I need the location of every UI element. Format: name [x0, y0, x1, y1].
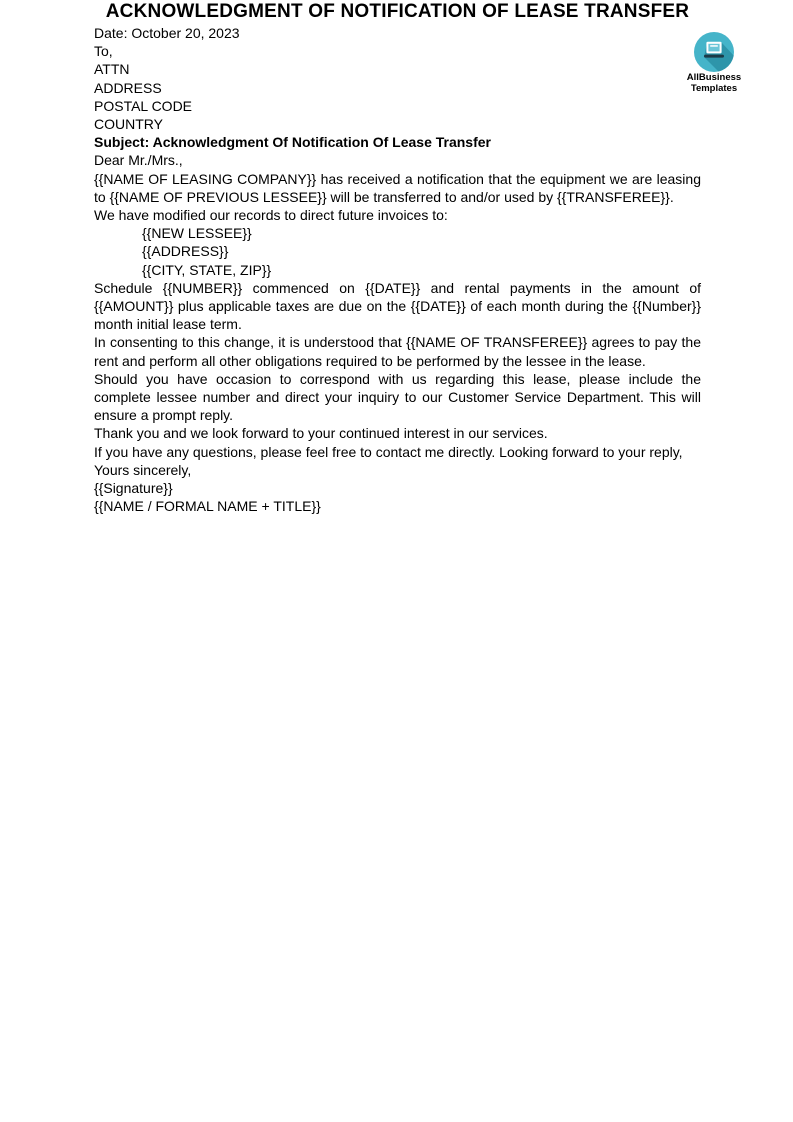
logo-text-line2: Templates — [690, 82, 738, 94]
recipient-line-to: To, — [94, 43, 113, 60]
subject-line: Subject: Acknowledgment Of Notification Of Lease Transfer — [94, 134, 491, 151]
recipient-block — [94, 42, 701, 133]
laptop-icon — [694, 32, 734, 72]
indented-address: {{ADDRESS}} — [142, 243, 229, 260]
paragraph-questions: If you have any questions, please feel free to contact me directly. Looking forward to your reply, — [94, 443, 683, 460]
letter-title: ACKNOWLEDGMENT OF NOTIFICATION OF LEASE TRANSFER — [105, 1, 690, 22]
logo-text-line1: AllBusiness — [686, 72, 742, 83]
letter-content — [0, 0, 793, 515]
recipient-line-attn: ATTN — [94, 61, 130, 78]
greeting-line: Dear Mr./Mrs., — [94, 152, 183, 169]
name-title-placeholder: {{NAME / FORMAL NAME + TITLE}} — [94, 498, 321, 515]
recipient-line-address: ADDRESS — [94, 79, 162, 96]
signature-block — [94, 479, 701, 515]
allbusiness-logo — [681, 32, 747, 94]
paragraph-modified: We have modified our records to direct future invoices to: — [94, 207, 448, 224]
date-line: Date: October 20, 2023 — [94, 25, 240, 41]
paragraph-received: {{NAME OF LEASING COMPANY}} has received a notification that the equipment we are leasing to {{NAME OF PREVIOUS LESSEE}} will be transferred to and/or used by {{TRANSFEREE}}. — [94, 170, 701, 205]
recipient-line-postal-code: POSTAL CODE — [94, 97, 193, 114]
recipient-line-country: COUNTRY — [94, 116, 163, 133]
indented-city-state-zip: {{CITY, STATE, ZIP}} — [142, 261, 272, 278]
paragraph-thanks: Thank you and we look forward to your continued interest in our services. — [94, 425, 548, 442]
paragraph-consenting: In consenting to this change, it is understood that {{NAME OF TRANSFEREE}} agrees to pay the rent and perform all other obligations required to be performed by the lessee in the lease. — [94, 334, 701, 369]
paragraph-correspond: Should you have occasion to correspond with us regarding this lease, please include the complete lessee number and direct your inquiry to our Customer Service Department. This will ensure a prompt reply. — [94, 370, 701, 424]
paragraph-schedule: Schedule {{NUMBER}} commenced on {{DATE}} and rental payments in the amount of {{AMOUNT}} plus applicable taxes are due on the {{DATE}} of each month during the {{Number}} month initial lease term. — [94, 279, 701, 333]
indented-new-lessee: {{NEW LESSEE}} — [142, 225, 252, 242]
closing-salutation: Yours sincerely, — [94, 461, 192, 478]
signature-placeholder: {{Signature}} — [94, 480, 173, 497]
